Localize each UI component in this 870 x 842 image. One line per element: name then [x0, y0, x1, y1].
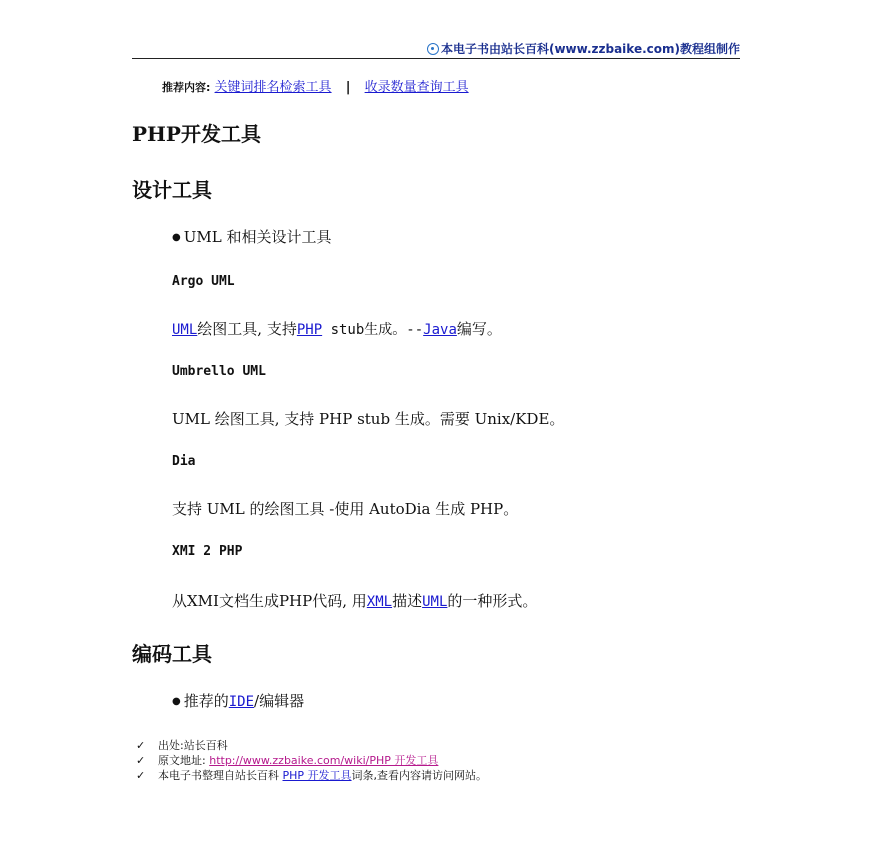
bullet-text: /编辑器 [254, 692, 305, 710]
php-link[interactable]: PHP [296, 322, 323, 338]
tool-name-umbrello-uml: Umbrello UML [172, 364, 266, 379]
bullet-dot-icon: ● [172, 232, 181, 243]
bullet-uml-tools [172, 226, 331, 247]
recommend-separator: | [345, 80, 351, 95]
uml-link[interactable]: UML [172, 322, 198, 338]
logo-circle-icon [427, 43, 439, 55]
footer-source-text: 出处:站长百科 [158, 739, 228, 752]
tool-desc-umbrello-uml: UML 绘图工具, 支持 PHP stub 生成。需要 Unix/KDE。 [172, 410, 565, 428]
bullet-text: UML 和相关设计工具 [183, 228, 332, 246]
footer-source-row [136, 738, 487, 753]
desc-text: 编写。 [456, 320, 502, 338]
section-heading-coding: 编码工具 [132, 642, 212, 666]
ide-link[interactable]: IDE [228, 694, 255, 710]
keyword-rank-tool-link[interactable]: 关键词排名检索工具 [214, 80, 332, 95]
footer-url-label: 原文地址: [158, 754, 206, 767]
footer-note-text: 词条,查看内容请访问网站。 [351, 769, 488, 782]
bullet-dot-icon: ● [172, 696, 181, 707]
page-title: PHP开发工具 [132, 122, 261, 146]
tool-desc-argo-uml [172, 318, 502, 339]
source-url-link[interactable]: http://www.zzbaike.com/wiki/PHP 开发工具 [209, 754, 439, 767]
footer-note-text: 本电子书整理自站长百科 [158, 769, 279, 782]
java-link[interactable]: Java [423, 322, 457, 338]
checkmark-icon: ✓ [136, 754, 146, 767]
tool-desc-xmi2php [172, 590, 537, 611]
desc-text: stub生成。-- [322, 322, 424, 338]
tool-name-argo-uml: Argo UML [172, 274, 235, 289]
checkmark-icon: ✓ [136, 739, 146, 752]
tool-name-dia: Dia [172, 454, 196, 469]
bullet-ide-editor [172, 690, 304, 711]
tool-name-xmi2php: XMI 2 PHP [172, 544, 243, 559]
desc-text: 从XMI文档生成PHP代码, 用 [172, 592, 367, 610]
page-header [132, 40, 740, 59]
header-text: 本电子书由站长百科(www.zzbaike.com)教程组制作 [440, 42, 740, 56]
recommend-bar [162, 76, 469, 95]
footer-note-row [136, 768, 487, 783]
section-heading-design: 设计工具 [132, 178, 212, 202]
desc-text: 描述 [392, 592, 423, 610]
index-count-tool-link[interactable]: 收录数量查询工具 [364, 80, 469, 95]
php-tools-entry-link[interactable]: PHP 开发工具 [282, 769, 352, 782]
uml-link-2[interactable]: UML [422, 594, 448, 610]
xml-link[interactable]: XML [366, 594, 393, 610]
bullet-text: 推荐的 [183, 692, 229, 710]
checkmark-icon: ✓ [136, 769, 146, 782]
desc-text: 绘图工具, 支持 [197, 320, 297, 338]
tool-desc-dia: 支持 UML 的绘图工具 -使用 AutoDia 生成 PHP。 [172, 500, 519, 518]
recommend-label: 推荐内容: [162, 81, 211, 94]
desc-text: 的一种形式。 [447, 592, 538, 610]
footer [136, 738, 487, 783]
footer-url-row [136, 753, 487, 768]
